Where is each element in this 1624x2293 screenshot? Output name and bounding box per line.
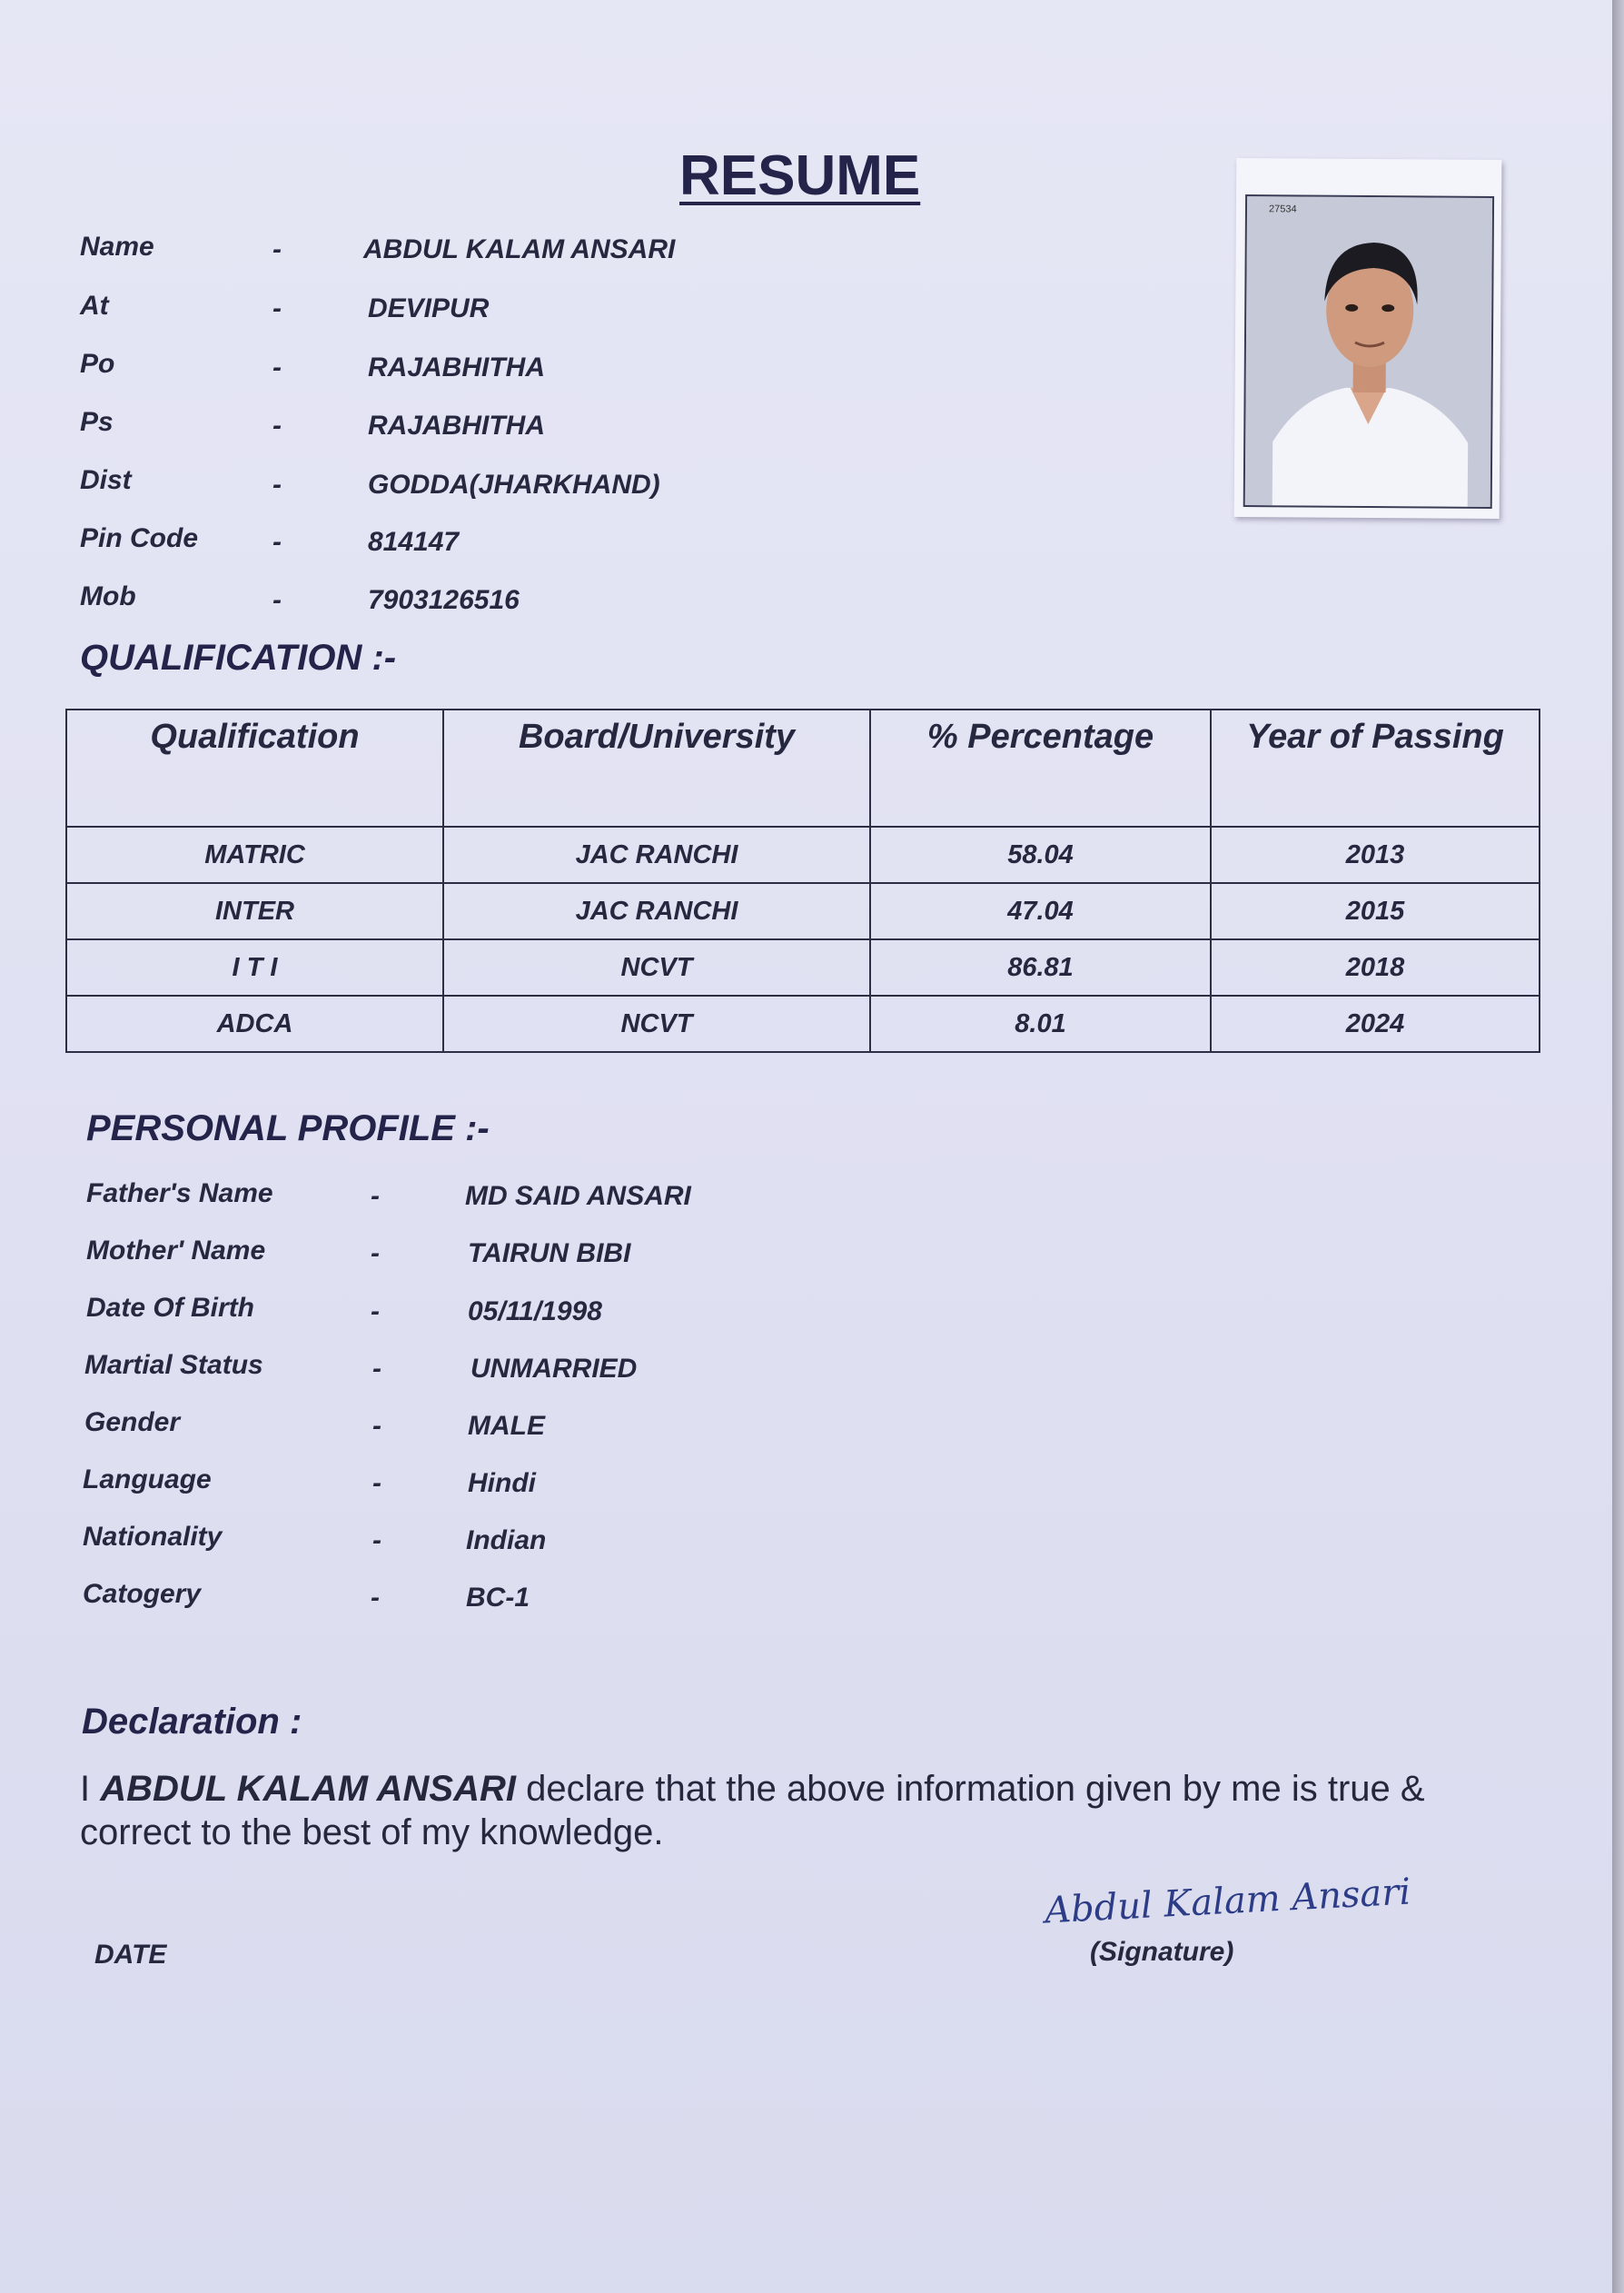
declaration-prefix: I xyxy=(80,1769,101,1809)
page-edge xyxy=(1612,0,1624,2293)
table-cell: ADCA xyxy=(66,996,443,1052)
passport-photo xyxy=(1234,158,1502,519)
separator: - xyxy=(372,1468,381,1498)
separator: - xyxy=(272,470,282,500)
photo-code: 27534 xyxy=(1268,203,1297,215)
profile-value-marital: UNMARRIED xyxy=(470,1354,638,1384)
table-row xyxy=(66,996,1540,1052)
contact-value-ps: RAJABHITHA xyxy=(368,411,545,441)
contact-label-name: Name xyxy=(80,232,154,262)
column-header: Qualification xyxy=(66,710,443,827)
separator: - xyxy=(272,585,282,615)
separator: - xyxy=(371,1296,380,1326)
contact-value-mob: 7903126516 xyxy=(368,585,520,615)
separator: - xyxy=(372,1354,381,1384)
column-header: % Percentage xyxy=(870,710,1211,827)
contact-label-ps: Ps xyxy=(80,407,114,437)
column-header: Year of Passing xyxy=(1211,710,1540,827)
table-row xyxy=(66,883,1540,939)
table-cell: 2015 xyxy=(1211,883,1540,939)
table-cell: 86.81 xyxy=(870,939,1211,996)
profile-label-marital: Martial Status xyxy=(84,1350,263,1380)
table-cell: INTER xyxy=(66,883,443,939)
signature: Abdul Kalam Ansari xyxy=(1044,1871,1412,1932)
contact-label-dist: Dist xyxy=(80,465,132,495)
separator: - xyxy=(272,527,282,557)
table-cell: MATRIC xyxy=(66,827,443,883)
column-header: Board/University xyxy=(443,710,870,827)
profile-label-nationality: Nationality xyxy=(83,1522,223,1552)
table-row xyxy=(66,939,1540,996)
separator: - xyxy=(371,1181,380,1211)
profile-label-dob: Date Of Birth xyxy=(86,1293,255,1323)
table-cell: NCVT xyxy=(443,939,870,996)
photo-image xyxy=(1243,194,1494,509)
table-row xyxy=(66,827,1540,883)
contact-value-po: RAJABHITHA xyxy=(368,352,545,382)
qualification-table xyxy=(65,709,1540,1053)
table-cell: 8.01 xyxy=(870,996,1211,1052)
profile-heading: PERSONAL PROFILE :- xyxy=(86,1108,490,1148)
contact-value-dist: GODDA(JHARKHAND) xyxy=(368,470,660,500)
table-cell: 2013 xyxy=(1211,827,1540,883)
separator: - xyxy=(272,293,282,323)
table-cell: 2018 xyxy=(1211,939,1540,996)
profile-label-category: Catogery xyxy=(83,1579,202,1609)
separator: - xyxy=(272,352,282,382)
table-header-row xyxy=(66,710,1540,827)
contact-label-mob: Mob xyxy=(80,581,136,611)
separator: - xyxy=(272,411,282,441)
declaration-name: ABDUL KALAM ANSARI xyxy=(100,1769,516,1809)
table-cell: JAC RANCHI xyxy=(443,883,870,939)
profile-value-nationality: Indian xyxy=(466,1525,547,1555)
table-cell: 47.04 xyxy=(870,883,1211,939)
profile-value-dob: 05/11/1998 xyxy=(468,1296,602,1326)
table-cell: I T I xyxy=(66,939,443,996)
profile-value-father: MD SAID ANSARI xyxy=(465,1181,691,1211)
person-photo-icon xyxy=(1245,196,1492,507)
profile-value-gender: MALE xyxy=(468,1411,545,1441)
profile-label-father: Father's Name xyxy=(86,1178,273,1208)
signature-label: (Signature) xyxy=(1090,1937,1234,1967)
table-cell: JAC RANCHI xyxy=(443,827,870,883)
table-cell: NCVT xyxy=(443,996,870,1052)
qualification-heading: QUALIFICATION :- xyxy=(80,638,397,678)
table-cell: 2024 xyxy=(1211,996,1540,1052)
profile-value-category: BC-1 xyxy=(466,1583,530,1613)
declaration-text xyxy=(80,1767,1497,1854)
table-cell: 58.04 xyxy=(870,827,1211,883)
separator: - xyxy=(371,1238,380,1268)
declaration-body: declare that the above information given by me is true & correct to the best of my knowledge. xyxy=(80,1769,1425,1852)
contact-label-at: At xyxy=(80,291,109,321)
separator: - xyxy=(272,234,282,264)
profile-label-mother: Mother' Name xyxy=(86,1236,266,1266)
separator: - xyxy=(371,1583,380,1613)
separator: - xyxy=(372,1525,381,1555)
profile-value-mother: TAIRUN BIBI xyxy=(468,1238,631,1268)
contact-value-pincode: 814147 xyxy=(368,527,460,557)
contact-value-at: DEVIPUR xyxy=(368,293,490,323)
date-label: DATE xyxy=(94,1940,167,1970)
contact-label-po: Po xyxy=(80,349,115,379)
contact-label-pincode: Pin Code xyxy=(80,523,199,553)
profile-value-language: Hindi xyxy=(468,1468,536,1498)
page-title: RESUME xyxy=(679,144,921,207)
profile-label-language: Language xyxy=(83,1464,212,1494)
contact-value-name: ABDUL KALAM ANSARI xyxy=(363,234,676,264)
separator: - xyxy=(372,1411,381,1441)
profile-label-gender: Gender xyxy=(84,1407,181,1437)
declaration-heading: Declaration : xyxy=(82,1702,302,1742)
